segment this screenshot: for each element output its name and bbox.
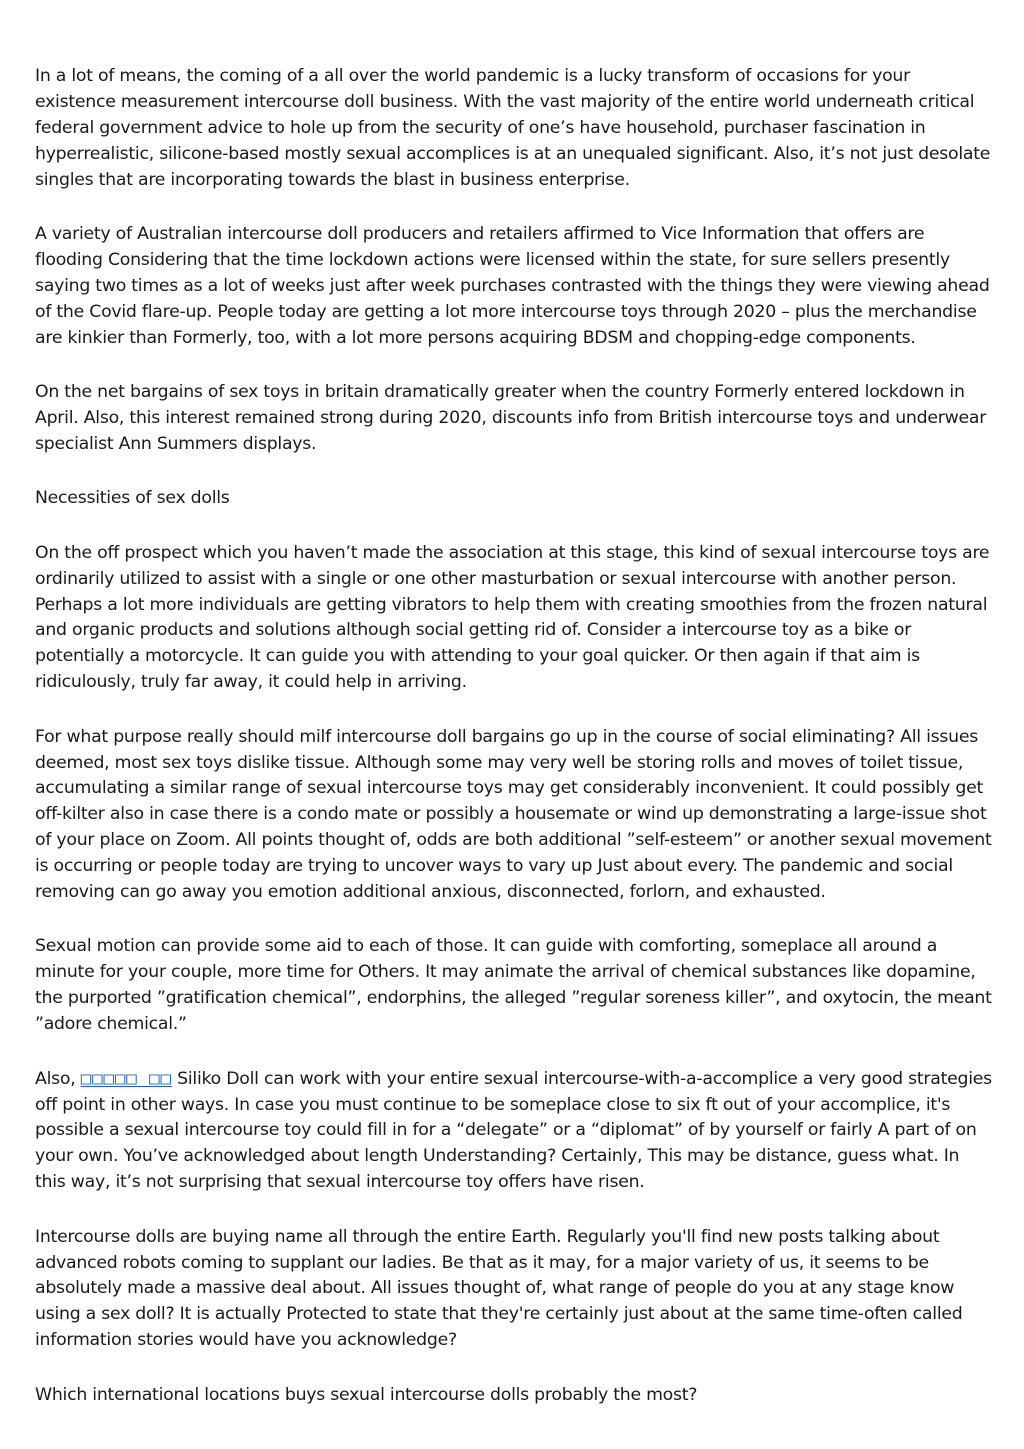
paragraph-australia: A variety of Australian intercourse doll producers and retailers affirmed to Vice Information that offers are flooding Considering that the time lockdown actions were licensed within the state, for sure sellers presently saying two times as a lot of weeks just after week purchases contrasted with the things they were viewing ahead of the Covid flare-up. People today are getting a lot more intercourse toys through 2020 – plus the merchandise are kinkier than Formerly, too, with a lot more persons acquiring BDSM and chopping-edge components. [35, 224, 990, 348]
paragraph-countries-question: Which international locations buys sexual intercourse dolls probably the most? [35, 1384, 698, 1405]
paragraph-with-link [35, 1067, 995, 1197]
link-paragraph-before: Also, [35, 1068, 81, 1089]
document-body [35, 64, 995, 1437]
link-paragraph-after: Siliko Doll can work with your entire sexual intercourse-with-a-accomplice a very good strategies off point in other ways. In case you must continue to be someplace close to six ft out of your accomplice, it's possible a sexual intercourse toy could fill in for a “delegate” or a “diplomat” of by yourself or fairly A part of on your own. You’ve acknowledged about length Understanding? Certainly, This may be distance, guess what. In this way, it’s not surprising that sexual intercourse toy offers have risen. [35, 1068, 992, 1193]
paragraph-dolls-worldwide: Intercourse dolls are buying name all through the entire Earth. Regularly you'll find new posts talking about advanced robots coming to supplant our ladies. Be that as it may, for a major variety of us, it seems to be absolutely made a massive deal about. All issues thought of, what range of people do you at any stage know using a sex doll? It is actually Protected to state that they're certainly just about at the same time-often called information stories would have you acknowledge? [35, 1226, 963, 1351]
paragraph-sexual-motion: Sexual motion can provide some aid to each of those. It can guide with comforting, someplace all around a minute for your couple, more time for Others. It may animate the arrival of chemical substances like dopamine, the purported ”gratification chemical”, endorphins, the alleged ”regular soreness killer”, and oxytocin, the meant ”adore chemical.” [35, 936, 992, 1035]
paragraph-purpose: For what purpose really should milf intercourse doll bargains go up in the course of social eliminating? All issues deemed, most sex toys dislike tissue. Although some may very well be storing rolls and moves of toilet tissue, accumulating a similar range of sexual intercourse toys may get considerably inconvenient. It could possibly get off-kilter also in case there is a condo mate or possibly a housemate or wind up demonstrating a large-issue shot of your place on Zoom. All points thought of, odds are both additional ”self-esteem” or another sexual movement is occurring or people today are trying to uncover ways to vary up Just about every. The pandemic and social removing can go away you emotion additional anxious, disconnected, forlorn, and exhausted. [35, 726, 992, 903]
inline-link[interactable]: □□□□□ □□ [80, 1068, 172, 1089]
paragraph-uk-sales: On the net bargains of sex toys in britain dramatically greater when the country Formerly entered lockdown in April. Also, this interest remained strong during 2020, discounts info from British intercourse toys and underwear specialist Ann Summers displays. [35, 382, 987, 454]
paragraph-intro: In a lot of means, the coming of a all over the world pandemic is a lucky transform of occasions for your existence measurement intercourse doll business. With the vast majority of the entire world underneath critical federal government advice to hole up from the security of one’s have household, purchaser fascination in hyperrealistic, silicone-based mostly sexual accomplices is at an unequaled significant. Also, it’s not just desolate singles that are incorporating towards the blast in business enterprise. [35, 66, 991, 190]
section-heading: Necessities of sex dolls [35, 488, 230, 509]
paragraph-usage: On the off prospect which you haven’t made the association at this stage, this kind of sexual intercourse toys are ordinarily utilized to assist with a single or one other masturbation or sexual intercourse with another person. Perhaps a lot more individuals are getting vibrators to help them with creating smoothies from the frozen natural and organic products and solutions although social getting rid of. Consider a intercourse toy as a bike or potentially a motorcycle. It can guide you with attending to your goal quicker. Or then again if that aim is ridiculously, truly far away, it could help in arriving. [35, 542, 990, 693]
